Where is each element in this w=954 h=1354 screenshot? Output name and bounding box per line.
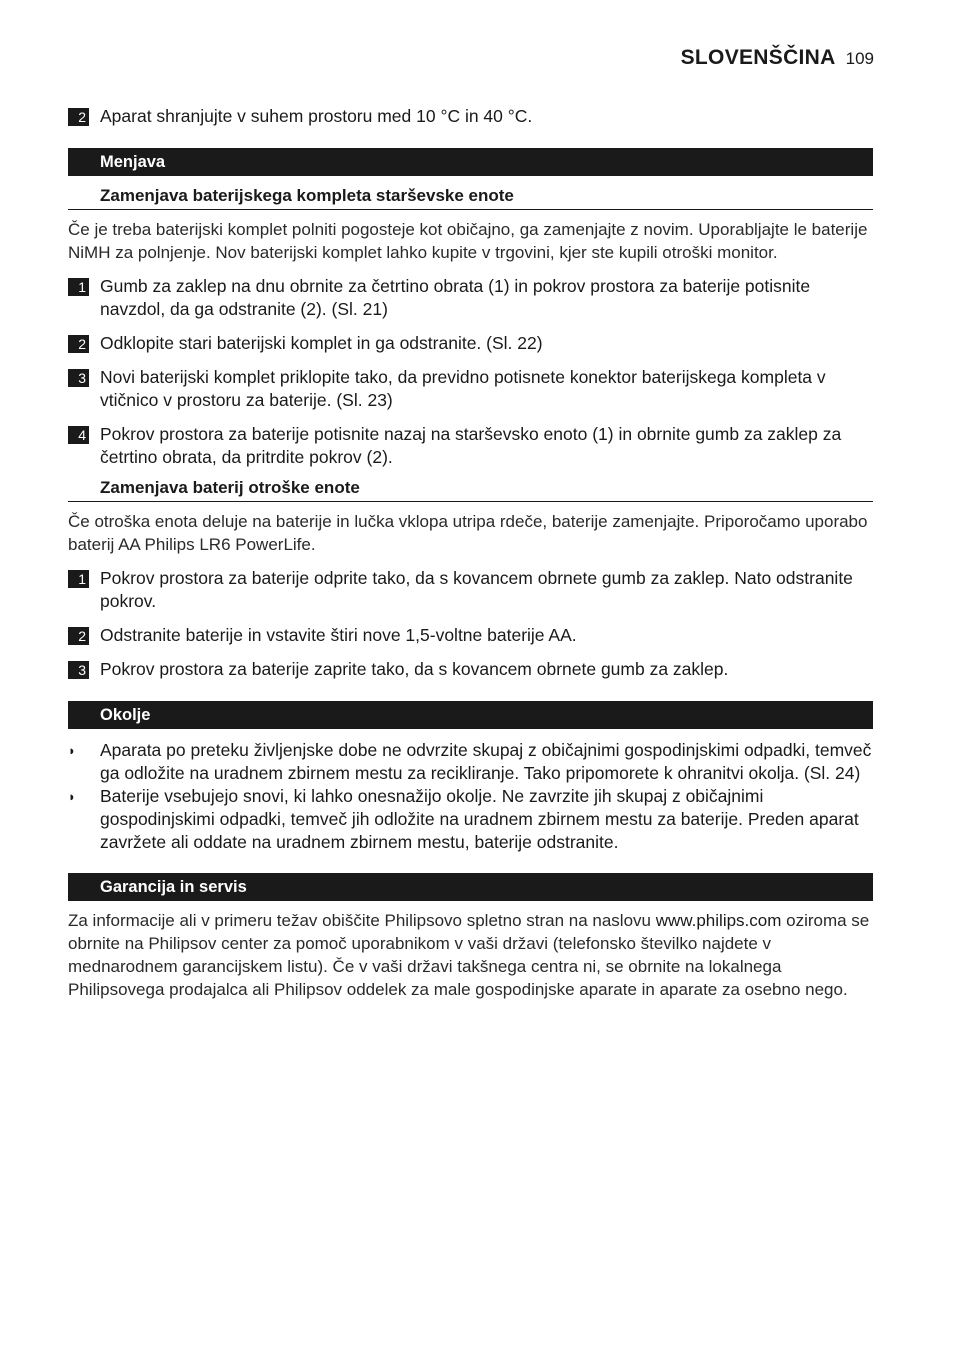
environment-bullet: [68, 739, 873, 785]
philips-website-link[interactable]: www.philips.com: [655, 911, 782, 930]
section-heading-replacement: Menjava: [68, 148, 873, 176]
environment-bullet: [68, 785, 873, 854]
step-number: 1: [68, 570, 89, 588]
step-text: Odklopite stari baterijski komplet in ga odstranite. (Sl. 22): [100, 333, 543, 353]
page-header: [681, 46, 874, 70]
page-number: 109: [845, 49, 874, 68]
parent-step: [68, 366, 873, 412]
section-heading-guarantee: Garancija in servis: [68, 873, 873, 901]
baby-unit-intro: Če otroška enota deluje na baterije in lučka vklopa utripa rdeče, baterije zamenjajte. Priporočamo uporabo baterij AA Philips LR6 PowerLife.: [68, 512, 868, 554]
baby-step: [68, 624, 873, 647]
parent-step: [68, 275, 873, 321]
parent-step: [68, 332, 873, 355]
page-content: [68, 105, 873, 1001]
language-label: SLOVENŠČINA: [680, 46, 836, 69]
step-number: 2: [68, 335, 89, 353]
step-text: Pokrov prostora za baterije odprite tako, da s kovancem obrnete gumb za zaklep. Nato odstranite pokrov.: [100, 568, 853, 611]
bullet-text: Aparata po preteku življenjske dobe ne odvrzite skupaj z običajnimi gospodinjskimi odpadki, temveč ga odložite na uradnem zbirnem mestu za recikliranje. Tako pripomorete k ohranitvi okolja. (Sl. 24): [100, 740, 872, 783]
step-number: 1: [68, 278, 89, 296]
step-text: Gumb za zaklep na dnu obrnite za četrtino obrata (1) in pokrov prostora za baterije potisnite navzdol, da ga odstranite (2). (Sl. 21): [100, 276, 811, 319]
step-text: Pokrov prostora za baterije zaprite tako, da s kovancem obrnete gumb za zaklep.: [100, 659, 729, 679]
step-text: Aparat shranjujte v suhem prostoru med 10 °C in 40 °C.: [100, 106, 533, 126]
step-number: 3: [68, 369, 89, 387]
step-text: Pokrov prostora za baterije potisnite nazaj na starševsko enoto (1) in obrnite gumb za zaklep za četrtino obrata, da pritrdite pokrov (2).: [100, 424, 842, 467]
step-number: 4: [68, 426, 89, 444]
bullet-arrow-icon: ◗: [68, 743, 76, 758]
bullet-arrow-icon: ◗: [68, 789, 76, 804]
step-text: Odstranite baterije in vstavite štiri nove 1,5-voltne baterije AA.: [100, 625, 577, 645]
bullet-text: Baterije vsebujejo snovi, ki lahko onesnažijo okolje. Ne zavrzite jih skupaj z običajnimi gospodinjskimi odpadki, temveč jih odložite na uradnem zbirnem mestu za baterije. Preden aparat zavržete ali oddate na uradnem zbirnem mestu, baterije odstranite.: [100, 786, 859, 852]
storage-step: [68, 105, 873, 128]
step-number: 2: [68, 627, 89, 645]
parent-unit-intro: Če je treba baterijski komplet polniti pogosteje kot običajno, ga zamenjajte z novim. Uporabljajte le baterije NiMH za polnjenje. Nov baterijski komplet lahko kupite v trgovini, kjer ste kupili otroški monitor.: [68, 220, 868, 262]
section-heading-environment: Okolje: [68, 701, 873, 729]
subheading-baby-unit: Zamenjava baterij otroške enote: [68, 476, 873, 502]
guarantee-text-start: Za informacije ali v primeru težav obiščite Philipsovo spletno stran na naslovu: [68, 911, 656, 930]
step-number: 3: [68, 661, 89, 679]
subheading-parent-unit: Zamenjava baterijskega kompleta starševske enote: [68, 184, 873, 210]
step-number: 2: [68, 108, 89, 126]
baby-step: [68, 658, 873, 681]
guarantee-paragraph: [68, 909, 873, 1001]
baby-step: [68, 567, 873, 613]
parent-step: [68, 423, 873, 469]
guarantee-text-end: oziroma se obrnite na Philipsov center za pomoč uporabnikom v vaši državi (telefonsko številko najdete v mednarodnem garancijskem listu). Če v vaši državi takšnega centra ni, se obrnite na lokalnega Philipsovega prodajalca ali Philipsov oddelek za male gospodinjske aparate in aparate za osebno nego.: [68, 911, 870, 999]
step-text: Novi baterijski komplet priklopite tako, da previdno potisnete konektor baterijskega kompleta v vtičnico v prostoru za baterije. (Sl. 23): [100, 367, 826, 410]
